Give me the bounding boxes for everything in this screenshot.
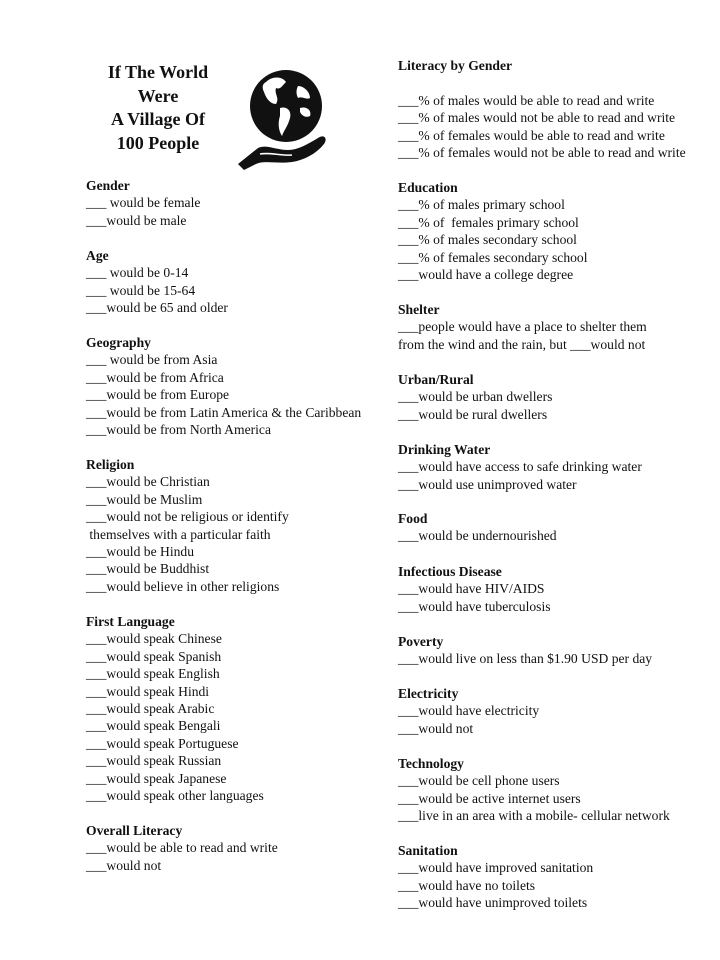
globe-in-hand-icon — [236, 64, 328, 170]
list-item: ___would speak Japanese — [86, 770, 227, 786]
list-item: ___would not be religious or identify — [86, 509, 289, 525]
section-sanitation — [398, 842, 713, 912]
list-item: ___% of females secondary school — [398, 249, 588, 265]
section-overall-literacy — [86, 822, 386, 874]
section-heading: Age — [86, 248, 109, 263]
section-heading: Poverty — [398, 634, 444, 649]
section-heading: Infectious Disease — [398, 564, 502, 579]
list-item: ___would be from Latin America & the Caribbean — [86, 404, 362, 420]
section-heading: Urban/Rural — [398, 372, 474, 387]
section-shelter — [398, 301, 713, 353]
list-item: ___% of males would be able to read and write — [398, 92, 655, 108]
list-item: ___% of males secondary school — [398, 232, 577, 248]
list-item: ___would have improved sanitation — [398, 860, 594, 876]
section-geography — [86, 334, 386, 438]
section-education — [398, 179, 713, 283]
section-poverty — [398, 633, 713, 668]
section-heading: Shelter — [398, 302, 440, 317]
list-item: ___would be able to read and write — [86, 840, 278, 856]
list-item: ___would believe in other religions — [86, 578, 280, 594]
list-item: ___live in an area with a mobile- cellular network — [398, 808, 670, 824]
list-item: ___would speak Russian — [86, 753, 222, 769]
list-item: ___% of females would not be able to read and write — [398, 144, 686, 160]
list-item: ___ would be female — [86, 195, 201, 211]
list-item: ___% of females primary school — [398, 214, 579, 230]
section-infectious-disease — [398, 563, 713, 615]
section-gender — [86, 177, 386, 229]
list-item: ___would speak Bengali — [86, 718, 221, 734]
list-item: ___people would have a place to shelter them — [398, 319, 647, 335]
list-item: ___would be male — [86, 212, 187, 228]
list-item: ___ would be 0-14 — [86, 265, 189, 281]
list-item: ___would speak Portuguese — [86, 735, 239, 751]
worksheet-title — [96, 61, 220, 155]
list-item: ___would have no toilets — [398, 877, 536, 893]
list-item: ___would be 65 and older — [86, 300, 228, 316]
title-line: A Village Of — [111, 109, 205, 129]
list-item: themselves with a particular faith — [86, 526, 271, 542]
section-heading: Sanitation — [398, 843, 458, 858]
list-item: ___would have a college degree — [398, 266, 574, 282]
section-heading: Education — [398, 180, 458, 195]
list-item: ___would have electricity — [398, 703, 540, 719]
list-item: ___would have HIV/AIDS — [398, 581, 545, 597]
list-item: ___would be cell phone users — [398, 773, 560, 789]
list-item: ___would be Hindu — [86, 543, 194, 559]
section-urban-rural — [398, 371, 713, 423]
list-item: ___would have access to safe drinking water — [398, 459, 642, 475]
list-item: ___would be Buddhist — [86, 561, 210, 577]
section-heading: Literacy by Gender — [398, 58, 513, 73]
list-item: ___would be from North America — [86, 421, 271, 437]
section-religion — [86, 456, 386, 595]
list-item: ___would have unimproved toilets — [398, 895, 588, 911]
section-heading: Religion — [86, 457, 135, 472]
list-item: ___would speak Arabic — [86, 700, 215, 716]
section-heading: Drinking Water — [398, 442, 491, 457]
list-item — [398, 74, 713, 91]
list-item: ___would be from Africa — [86, 369, 224, 385]
list-item: from the wind and the rain, but ___would not — [398, 336, 646, 352]
list-item: ___% of males primary school — [398, 197, 565, 213]
title-line: 100 People — [116, 132, 200, 153]
section-drinking-water — [398, 441, 713, 493]
list-item: ___would speak other languages — [86, 787, 264, 803]
list-item: ___% of females would be able to read and write — [398, 127, 665, 143]
list-item: ___would be Muslim — [86, 491, 203, 507]
section-heading: Gender — [86, 178, 130, 193]
list-item: ___would speak English — [86, 666, 220, 682]
section-heading: Electricity — [398, 686, 459, 701]
list-item: ___would be urban dwellers — [398, 389, 553, 405]
list-item: ___would be rural dwellers — [398, 406, 548, 422]
list-item: ___would be undernourished — [398, 528, 557, 544]
title-line: If The World — [107, 62, 209, 82]
section-food — [398, 510, 713, 545]
list-item: ___would speak Hindi — [86, 683, 210, 699]
list-item: ___would live on less than $1.90 USD per day — [398, 651, 653, 667]
section-heading: Technology — [398, 756, 464, 771]
list-item: ___% of males would not be able to read and write — [398, 110, 676, 126]
section-age — [86, 247, 386, 317]
list-item: ___would be active internet users — [398, 790, 581, 806]
section-heading: Overall Literacy — [86, 823, 183, 838]
section-technology — [398, 755, 713, 825]
list-item: ___would speak Spanish — [86, 648, 222, 664]
title-line: Were — [137, 85, 179, 106]
list-item: ___would be from Europe — [86, 387, 230, 403]
section-heading: First Language — [86, 614, 175, 629]
list-item: ___would not — [86, 857, 162, 873]
section-heading: Food — [398, 511, 428, 526]
list-item: ___would speak Chinese — [86, 631, 222, 647]
list-item: ___ would be 15-64 — [86, 282, 196, 298]
list-item: ___would be Christian — [86, 474, 210, 490]
list-item: ___would not — [398, 720, 474, 736]
section-heading: Geography — [86, 335, 151, 350]
list-item: ___would use unimproved water — [398, 476, 577, 492]
section-literacy-by-gender — [398, 57, 713, 161]
list-item: ___would have tuberculosis — [398, 598, 551, 614]
section-first-language — [86, 613, 386, 804]
section-electricity — [398, 685, 713, 737]
list-item: ___ would be from Asia — [86, 352, 218, 368]
